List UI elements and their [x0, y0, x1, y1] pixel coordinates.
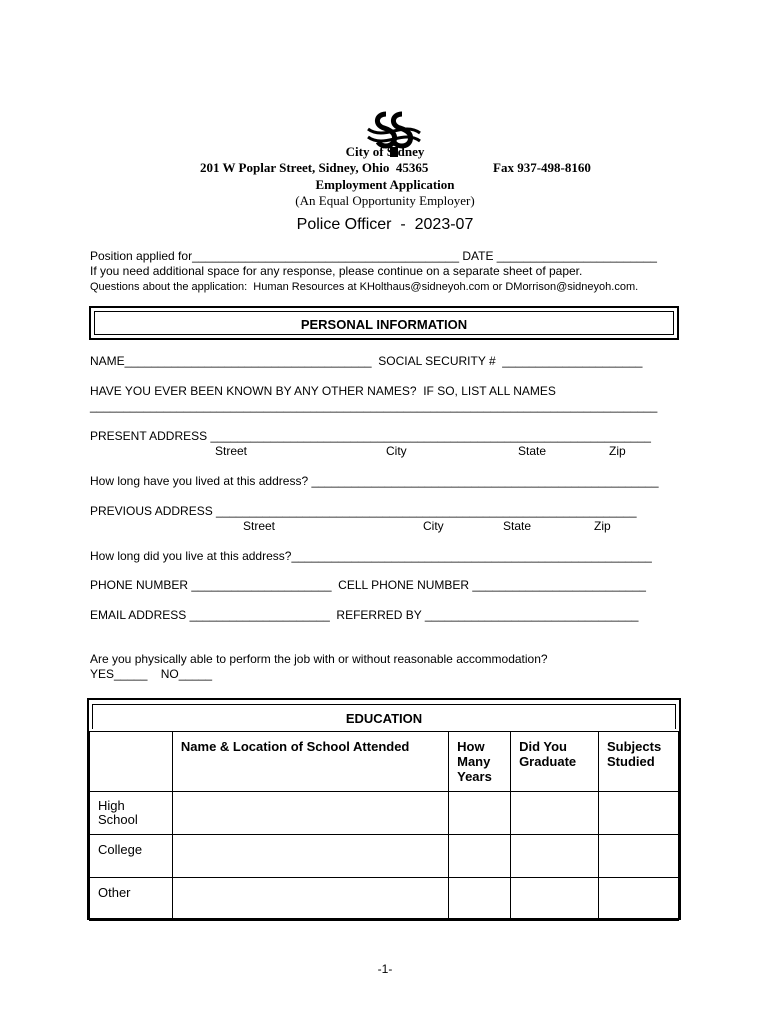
education-col-subjects: Subjects Studied	[599, 732, 679, 792]
education-header-row	[90, 732, 679, 792]
org-fax: Fax 937-498-8160	[493, 160, 591, 175]
present-street-label: Street	[215, 444, 248, 458]
table-row	[90, 835, 679, 878]
how-long-previous-field[interactable]: How long did you live at this address?______________________________________________________	[90, 549, 652, 563]
equal-opportunity-note: (An Equal Opportunity Employer)	[295, 193, 475, 208]
education-school-cell[interactable]	[172, 792, 448, 835]
education-graduate-cell[interactable]	[511, 878, 599, 921]
education-subjects-cell[interactable]	[599, 835, 679, 878]
personal-information-title: PERSONAL INFORMATION	[94, 311, 674, 335]
education-school-cell[interactable]	[172, 878, 448, 921]
yes-no-field[interactable]: YES_____ NO_____	[90, 667, 213, 681]
position-applied-field[interactable]: Position applied for________________________________________ DATE ________________________	[90, 249, 657, 263]
personal-information-header	[89, 306, 679, 340]
email-referred-field[interactable]: EMAIL ADDRESS _____________________ REFERRED BY ________________________________	[90, 608, 639, 622]
previous-address-field[interactable]: PREVIOUS ADDRESS _______________________________________________________________	[90, 504, 637, 518]
education-graduate-cell[interactable]	[511, 792, 599, 835]
education-subjects-cell[interactable]	[599, 792, 679, 835]
page-number: -1-	[377, 962, 393, 976]
city-logo	[357, 93, 413, 141]
education-row-label: College	[90, 835, 173, 878]
education-row-label: Other	[90, 878, 173, 921]
education-col-blank	[90, 732, 173, 792]
education-years-cell[interactable]	[449, 878, 511, 921]
present-address-field[interactable]: PRESENT ADDRESS __________________________________________________________________	[90, 429, 651, 443]
org-name: City of Sidney	[345, 144, 425, 159]
table-row	[90, 792, 679, 835]
physical-ability-question: Are you physically able to perform the job with or without reasonable accommodation?	[90, 652, 548, 666]
other-names-field[interactable]: _____________________________________________________________________________________	[90, 399, 658, 413]
how-long-present-field[interactable]: How long have you lived at this address? ____________________________________________________	[90, 474, 659, 488]
name-ssn-field[interactable]: NAME_____________________________________ SOCIAL SECURITY # _____________________	[90, 354, 643, 368]
previous-state-label: State	[503, 519, 532, 533]
present-zip-label: Zip	[609, 444, 626, 458]
education-graduate-cell[interactable]	[511, 835, 599, 878]
other-names-question: HAVE YOU EVER BEEN KNOWN BY ANY OTHER NAMES? IF SO, LIST ALL NAMES	[90, 384, 556, 398]
phone-numbers-field[interactable]: PHONE NUMBER _____________________ CELL PHONE NUMBER __________________________	[90, 578, 646, 592]
education-col-school: Name & Location of School Attended	[172, 732, 448, 792]
present-city-label: City	[386, 444, 407, 458]
education-table	[89, 731, 679, 921]
org-address: 201 W Poplar Street, Sidney, Ohio 45365	[200, 160, 429, 175]
education-subjects-cell[interactable]	[599, 878, 679, 921]
previous-city-label: City	[423, 519, 444, 533]
education-col-graduate: Did You Graduate	[511, 732, 599, 792]
education-col-years: How Many Years	[449, 732, 511, 792]
position-title: Police Officer - 2023-07	[296, 216, 474, 233]
education-header	[89, 701, 679, 732]
previous-zip-label: Zip	[594, 519, 611, 533]
questions-contact-note: Questions about the application: Human Resources at KHolthaus@sidneyoh.com or DMorrison@sidneyoh.com.	[90, 281, 639, 293]
education-years-cell[interactable]	[449, 835, 511, 878]
education-title: EDUCATION	[92, 704, 676, 729]
education-school-cell[interactable]	[172, 835, 448, 878]
document-title: Employment Application	[315, 177, 455, 192]
present-state-label: State	[518, 444, 547, 458]
additional-space-note: If you need additional space for any response, please continue on a separate sheet of paper.	[90, 264, 583, 278]
education-row-label: High School	[90, 792, 173, 835]
table-row	[90, 878, 679, 921]
education-years-cell[interactable]	[449, 792, 511, 835]
previous-street-label: Street	[243, 519, 276, 533]
